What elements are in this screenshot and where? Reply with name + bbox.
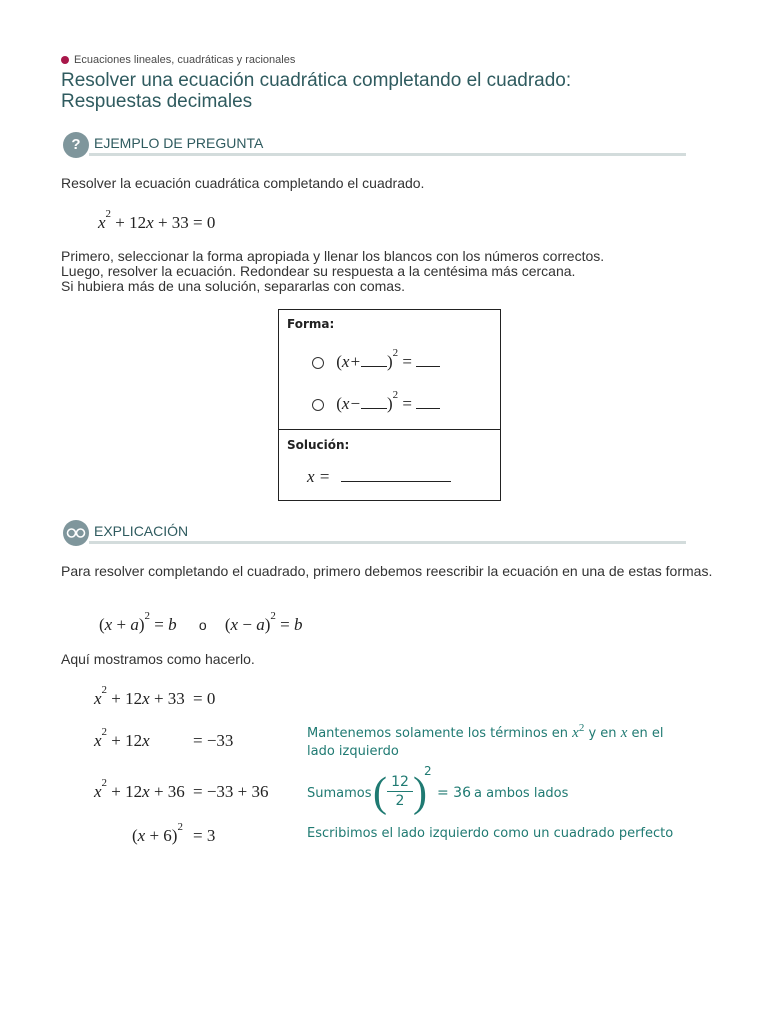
solution-blank[interactable] (341, 469, 451, 482)
title-line-1: Resolver una ecuación cuadrática completando el cuadrado: (61, 70, 572, 91)
step-3-note-b: = 36 (437, 785, 471, 801)
direction-line-1: Primero, seleccionar la forma apropiada y llenar los blancos con los números correctos. (61, 248, 605, 264)
step-1-rhs: = 0 (193, 689, 216, 708)
direction-line-2: Luego, resolver la ecuación. Redondear su respuesta a la centésima más cercana. (61, 263, 576, 279)
instruction-text: Resolver la ecuación cuadrática completando el cuadrado. (61, 175, 425, 191)
or-word: o (198, 617, 207, 633)
step-3-lhs: $x^2 + 12x + 36$ (94, 777, 185, 801)
step-3-rhs: = −33 + 36 (193, 782, 269, 801)
step-3-num: 12 (387, 773, 413, 792)
option-minus-text: x− (341, 394, 361, 413)
breadcrumb-dot-icon (61, 56, 69, 64)
directions (61, 249, 604, 294)
question-icon: ? (63, 132, 89, 158)
step-2-note-d: lado izquierdo (307, 744, 399, 759)
step-3-note-a: Sumamos (307, 786, 372, 801)
option-plus[interactable]: $(x+ )^2$ = (312, 352, 440, 372)
given-equation: $x^2 + 12x + 33 = 0$ (98, 208, 216, 232)
plus-blank-inner[interactable] (361, 354, 387, 367)
step-3-den: 2 (395, 793, 405, 809)
minus-blank-rhs[interactable] (416, 396, 440, 409)
forms-equation: $(x + a)^2 = b$ o $(x - a)^2 = b$ (99, 610, 303, 634)
step-2-rhs: = −33 (193, 731, 234, 750)
step-2-note: Mantenemos solamente los términos en $x^2$ y en x en el lado izquierdo (307, 722, 664, 759)
glasses-icon-svg (63, 520, 89, 546)
page-title (61, 70, 571, 112)
radio-minus[interactable] (312, 399, 324, 411)
explanation-header: EXPLICACIÓN (94, 523, 189, 539)
answer-box (278, 309, 501, 501)
solution-row (307, 467, 451, 487)
step-4-rhs: = 3 (193, 826, 216, 845)
how-text: Aquí mostramos como hacerlo. (61, 651, 255, 667)
form-label: Forma: (287, 317, 335, 331)
step-2-note-b: y en (588, 726, 617, 741)
step-2-note-a: Mantenemos solamente los términos en (307, 726, 569, 741)
step-2-lhs: $x^2 + 12x$ (94, 726, 150, 750)
example-divider (89, 153, 686, 156)
breadcrumb-label: Ecuaciones lineales, cuadráticas y racionales (74, 54, 296, 67)
direction-line-3: Si hubiera más de una solución, separarlas con comas. (61, 278, 405, 294)
plus-blank-rhs[interactable] (416, 354, 440, 367)
breadcrumb (61, 54, 295, 66)
step-2-note-c: en el (631, 726, 664, 741)
step-4-lhs: $(x + 6)^2$ (132, 821, 183, 845)
radio-plus[interactable] (312, 357, 324, 369)
example-header: EJEMPLO DE PREGUNTA (94, 135, 264, 151)
step-3-note-c: a ambos lados (474, 786, 569, 801)
step-1-lhs: $x^2 + 12x + 33$ (94, 684, 185, 708)
solution-label: Solución: (287, 438, 350, 452)
option-plus-text: x+ (341, 352, 361, 371)
explanation-text: Para resolver completando el cuadrado, primero debemos reescribir la ecuación en una de estas formas. (61, 563, 713, 579)
explanation-divider (89, 541, 686, 544)
minus-blank-inner[interactable] (361, 396, 387, 409)
step-4-note: Escribimos el lado izquierdo como un cuadrado perfecto (307, 826, 674, 841)
box-divider (279, 429, 500, 430)
solution-x-label: x = (307, 467, 331, 486)
glasses-icon (63, 520, 89, 546)
option-minus[interactable]: $(x- )^2$ = (312, 394, 440, 414)
title-line-2: Respuestas decimales (61, 91, 253, 112)
